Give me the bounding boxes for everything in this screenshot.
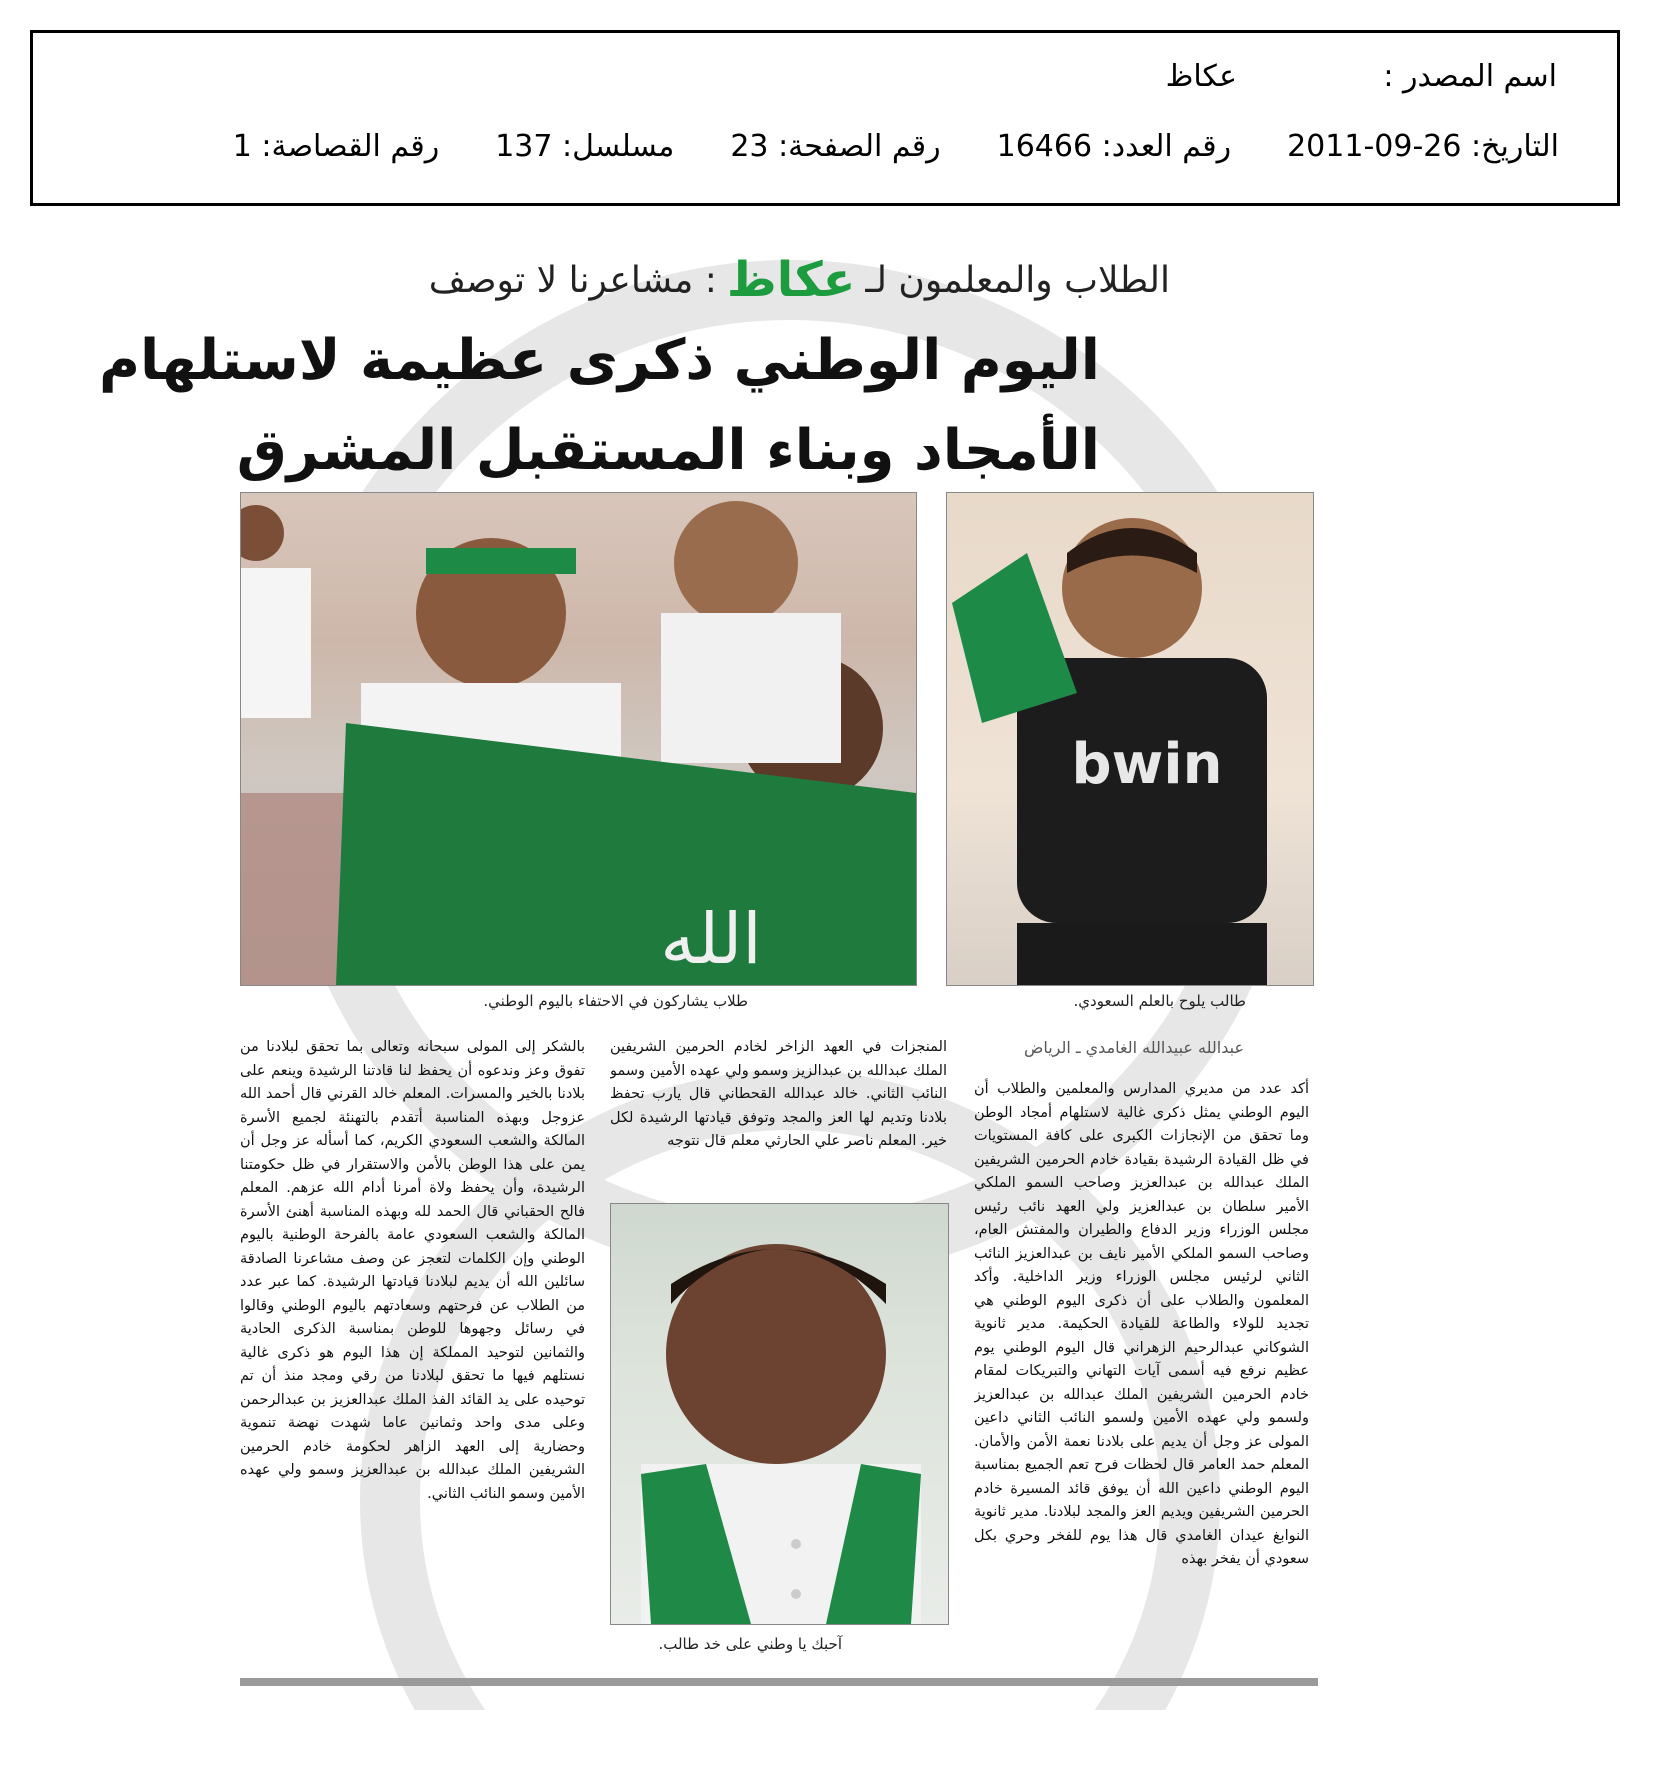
- issue-number-field: رقم العدد: 16466: [996, 129, 1232, 164]
- headline-line-1: اليوم الوطني ذكرى عظيمة لاستلهام: [99, 328, 1100, 393]
- page-number-field: رقم الصفحة: 23: [730, 129, 941, 164]
- clipping-metadata-box: [30, 30, 1620, 206]
- article-column-middle: [610, 1036, 947, 1196]
- newspaper-clipping: [99, 230, 1320, 1695]
- source-label: اسم المصدر :: [1383, 59, 1557, 94]
- photo-caption-2: طالب يلوح بالعلم السعودي.: [1073, 992, 1246, 1010]
- date-field: التاريخ: 26-09-2011: [1287, 129, 1559, 164]
- article-paragraph: أكد عدد من مديري المدارس والمعلمين والطلاب أن اليوم الوطني يمثل ذكرى غالية لاستلهام أمجاد الوطن وما تحقق من الإنجازات الكبرى على كافة المستويات في ظل القيادة الرشيدة بقيادة خادم الحرمين الشريفين الملك عبدالله بن عبدالعزيز وصاحب السمو الملكي الأمير سلطان بن عبدالعزيز ولي العهد نائب رئيس مجلس الوزراء وزير الدفاع والطيران والمفتش العام، وصاحب السمو الملكي الأمير نايف بن عبدالعزيز النائب الثاني لرئيس مجلس الوزراء وزير الداخلية. وأكد المعلمون والطلاب على أن ذكرى اليوم الوطني هي تجديد للولاء والطاعة للقيادة الحكيمة. مدير ثانوية الشوكاني عبدالرحيم الزهراني قال اليوم الوطني يوم عظيم نرفع فيه أسمى آيات التهاني والتبريكات لمقام خادم الحرمين الشريفين الملك عبدالله بن عبدالعزيز ولسمو ولي عهده الأمين ولسمو النائب الثاني داعين المولى عز وجل أن يديم على بلادنا نعمة الأمن والأمان. المعلم حمد العامر قال لحظات فرح تعم الجميع بمناسبة اليوم الوطني داعين الله أن يوفق قائد المسيرة خادم الحرمين الشريفين ويديم العز والمجد لبلادنا. مدير ثانوية النوابغ عيدان الغامدي قال هذا يوم للفخر وحري بكل سعودي أن يفخر بهذه: [974, 1081, 1309, 1567]
- flag-script-text: الله: [660, 898, 762, 980]
- article-kicker: [429, 252, 1170, 308]
- shirt-logo-text: bwin: [1071, 732, 1223, 797]
- source-value: عكاظ: [1165, 59, 1237, 94]
- clip-number-field: رقم القصاصة: 1: [232, 129, 440, 164]
- okaz-logo: عكاظ: [726, 252, 856, 308]
- photo-boy-portrait: [610, 1203, 949, 1625]
- article-paragraph: المنجزات في العهد الزاخر لخادم الحرمين الشريفين الملك عبدالله بن عبدالزيز وسمو ولي عهده الأمين وسمو النائب الثاني. خالد عبدالله القحطاني قال يارب تحفظ بلادنا وتديم لها العز والمجد وتوفق قيادتها الرشيدة لكل خير. المعلم ناصر علي الحارثي معلم قال نتوجه: [610, 1039, 947, 1149]
- article-column-right: [974, 1078, 1309, 1643]
- kicker-text-tail: : مشاعرنا لا توصف: [428, 259, 717, 301]
- metadata-row: [233, 129, 1559, 164]
- serial-field: مسلسل: 137: [495, 129, 675, 164]
- article-paragraph: بالشكر إلى المولى سبحانه وتعالى بما تحقق لبلادنا من تفوق وعز وندعوه أن يحفظ لنا قادتنا الرشيدة وينعم على بلادنا بالخير والمسرات. المعلم خالد القرني قال أحمد الله عزوجل وبهذه المناسبة أتقدم بالتهنئة لجميع الأسرة المالكة والشعب السعودي الكريم، كما أسأله عز وجل أن يمن على هذا الوطن بالأمن والاستقرار في ظل حكومتنا الرشيدة، وأن يحفظ ولاة أمرنا أدام الله عزهم. المعلم فالح الحقباني قال الحمد لله وبهذه المناسبة أهنئ الأسرة المالكة والشعب السعودي عامة بالفرحة الوطنية باليوم الوطني وإن الكلمات لتعجز عن وصف مشاعرنا الصادقة سائلين الله أن يديم لبلادنا قيادتها الرشيدة. كما عبر عدد من الطلاب عن فرحتهم وسعادتهم باليوم الوطني وقالوا في رسائل وجهوها للوطن بمناسبة الذكرى الحادية والثمانين لتوحيد المملكة إن هذا اليوم هو ذكرى غالية نستلهم فيها ما تحقق لبلادنا من رقي ومجد منذ أن تم توحيده على يد القائد الفذ الملك عبدالعزيز بن عبدالرحمن وعلى مدى واحد وثمانين عاما شهدت نهضة تنموية وحضارية إلى العهد الزاهر لحكومة خادم الحرمين الشريفين الملك عبدالله بن عبدالعزيز وسمو ولي عهده الأمين وسمو النائب الثاني.: [240, 1039, 585, 1502]
- headline-line-2: الأمجاد وبناء المستقبل المشرق: [236, 418, 1100, 483]
- photo-caption-3: آحبك يا وطني على خد طالب.: [658, 1635, 842, 1653]
- kicker-text: الطلاب والمعلمون لـ: [865, 259, 1170, 301]
- photo-caption-1: طلاب يشاركون في الاحتفاء باليوم الوطني.: [483, 992, 748, 1010]
- article-column-left: [240, 1036, 585, 1676]
- bottom-divider: [240, 1678, 1318, 1686]
- author-byline: عبدالله عبيدالله الغامدي ـ الرياض: [1023, 1038, 1244, 1057]
- photo-boy-waving-flag: [946, 492, 1314, 986]
- photo-students-with-flag: [240, 492, 917, 986]
